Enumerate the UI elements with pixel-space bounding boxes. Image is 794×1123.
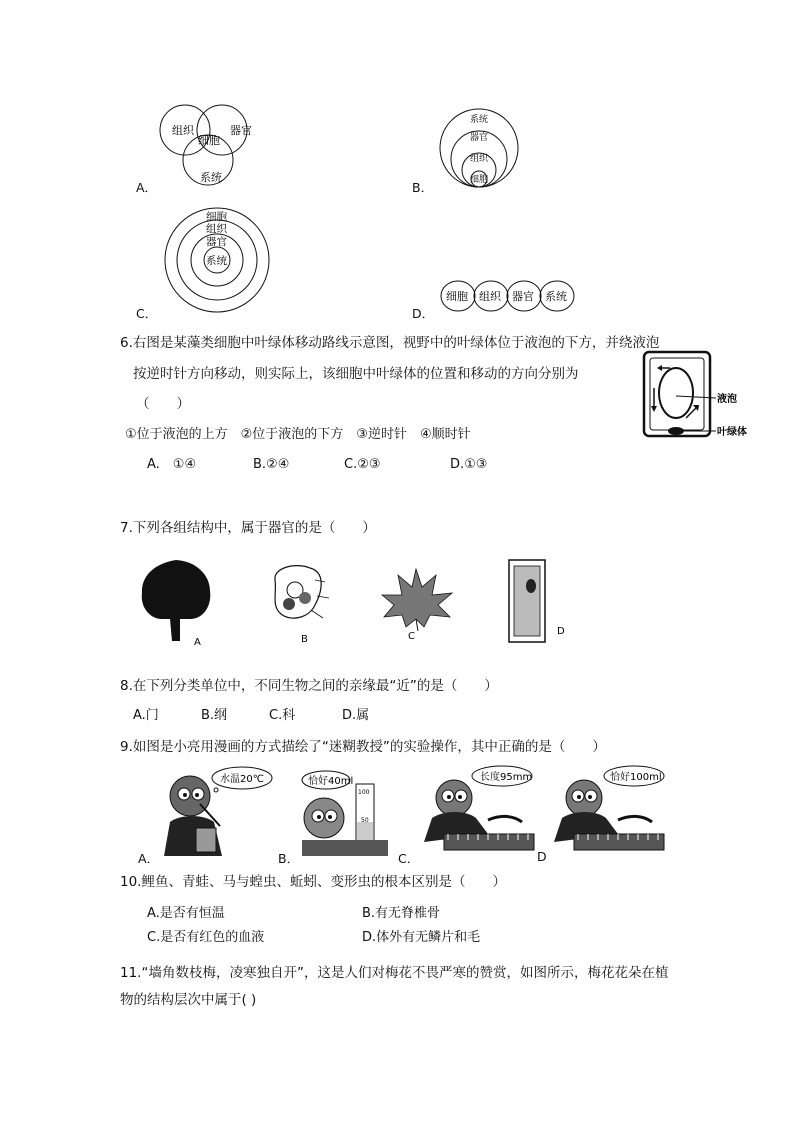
q9-label-b: B． (278, 851, 300, 866)
venn-a-label-3: 细胞 (198, 134, 220, 147)
q8-option-a[interactable]: A.门 (133, 708, 159, 723)
q9-cylinder-tick-50: 50 (361, 817, 369, 824)
q6-paren: （ ） (136, 396, 190, 412)
q7-label-c: C (408, 631, 415, 642)
q9-cartoon-d (548, 764, 668, 856)
q10-option-a[interactable]: A.是否有恒温 (147, 906, 225, 921)
q9-label-c: C． (398, 851, 420, 866)
q6-statements: ①位于液泡的上方 ②位于液泡的下方 ③逆时针 ④顺时针 (125, 427, 471, 442)
nested-b-label-4: 细胞 (470, 175, 489, 185)
venn-a-label-2: 器官 (230, 124, 252, 137)
q9-cartoon-b (298, 770, 390, 858)
q6-option-c[interactable]: C.②③ (344, 457, 381, 472)
q7-image-a-tree (136, 555, 216, 647)
concentric-c-label-1: 细胞 (206, 211, 227, 223)
chain-circles-d (440, 278, 590, 314)
tree-icon (136, 555, 216, 647)
q5-c-letter: C． (136, 306, 158, 321)
q9-label-a: A． (138, 851, 160, 866)
nested-b-label-1: 系统 (470, 115, 489, 125)
concentric-c-label-4: 系统 (206, 255, 227, 267)
q10-option-b[interactable]: B.有无脊椎骨 (362, 906, 441, 921)
q10-option-d[interactable]: D.体外有无鳞片和毛 (362, 930, 481, 945)
q5-option-c (160, 205, 280, 317)
q8-option-b[interactable]: B.纲 (201, 708, 228, 723)
q9-bubble-c: 长度95mm (480, 772, 533, 783)
q6-option-d[interactable]: D.①③ (450, 457, 488, 472)
q9-cartoon-c (418, 764, 538, 856)
q7-label-d: D (557, 626, 565, 637)
concentric-c-label-3: 器官 (206, 236, 227, 248)
nested-b-label-3: 组织 (470, 154, 489, 164)
q7-text: 7.下列各组结构中，属于器官的是（ ） (120, 520, 376, 536)
q6-chloroplast-label: 叶绿体 (717, 427, 747, 438)
q9-text: 9.如图是小亮用漫画的方式描绘了“迷糊教授”的实验操作，其中正确的是（ ） (120, 739, 606, 755)
q11-line-2: 物的结构层次中属于( ) (120, 992, 257, 1008)
venn-a-label-4: 系统 (200, 171, 222, 184)
q5-d-letter: D． (412, 306, 435, 321)
q5-b-letter: B． (412, 180, 434, 195)
q9-cartoon-a (160, 764, 275, 859)
q5-option-b (430, 100, 540, 195)
q10-option-c[interactable]: C.是否有红色的血液 (147, 930, 265, 945)
nested-b-label-2: 器官 (470, 133, 489, 143)
chain-d-label-2: 组织 (479, 290, 501, 303)
q7-image-c-leaf (378, 565, 458, 643)
q11-line-1: 11.“墙角数枝梅，凌寒独自开”，这是人们对梅花不畏严寒的赞赏，如图所示，梅花花朵在植 (120, 965, 669, 981)
q5-option-d (440, 278, 590, 314)
leaf-icon (378, 565, 458, 643)
q5-a-letter: A． (136, 180, 158, 195)
q9-bubble-a: 水温20℃ (220, 774, 264, 785)
nested-circles-b (430, 100, 540, 195)
q6-option-a[interactable]: A. ①④ (147, 457, 197, 472)
q8-option-c[interactable]: C.科 (269, 708, 296, 723)
q6-line-2: 按逆时针方向移动，则实际上，该细胞中叶绿体的位置和移动的方向分别为 (133, 366, 579, 382)
chain-d-label-4: 系统 (545, 290, 567, 303)
chain-d-label-3: 器官 (512, 290, 534, 303)
q6-line-1: 6.右图是某藻类细胞中叶绿体移动路线示意图，视野中的叶绿体位于液泡的下方，并绕液泡 (120, 335, 660, 351)
q9-bubble-d: 恰好100ml (610, 772, 662, 783)
tissue-icon (265, 560, 345, 645)
q6-vacuole-label: 液泡 (717, 394, 737, 405)
concentric-circles-c (160, 205, 280, 317)
cell-icon (503, 556, 578, 646)
venn-a-label-1: 组织 (172, 124, 194, 137)
q9-bubble-b: 恰好40ml (308, 776, 354, 787)
q10-text: 10.鲤鱼、青蛙、马与蝗虫、蚯蚓、变形虫的根本区别是（ ） (120, 874, 506, 890)
chain-d-label-1: 细胞 (446, 290, 468, 303)
q7-image-d-cell (503, 556, 578, 646)
q9-cylinder-tick-100: 100 (358, 789, 370, 796)
q7-label-b: B (301, 634, 308, 645)
q8-text: 8.在下列分类单位中，不同生物之间的亲缘最“近”的是（ ） (120, 678, 498, 694)
q6-cell-figure (640, 348, 756, 440)
q6-option-b[interactable]: B.②④ (253, 457, 290, 472)
q7-label-a: A (194, 637, 201, 647)
q8-option-d[interactable]: D.属 (342, 708, 370, 723)
q7-image-b-tissue (265, 560, 345, 645)
concentric-c-label-2: 组织 (206, 223, 227, 235)
q9-label-d: D (537, 849, 547, 864)
